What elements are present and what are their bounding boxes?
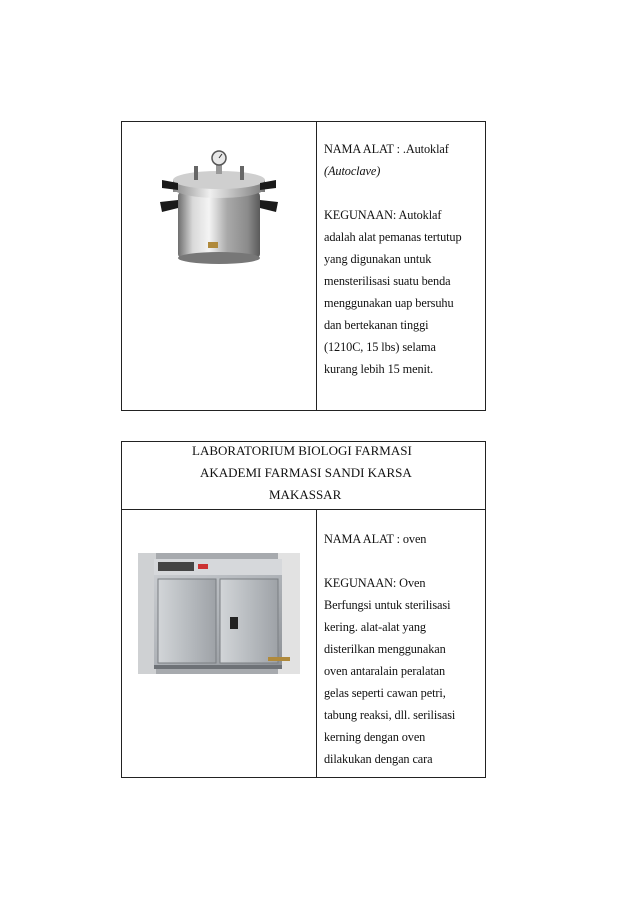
entry1-use-line: dan bertekanan tinggi [324, 318, 429, 332]
entry2-name-line: NAMA ALAT : oven [324, 532, 427, 546]
entry1-use-line: adalah alat pemanas tertutup [324, 230, 462, 244]
column-divider [316, 509, 317, 778]
entry1-text [324, 138, 462, 380]
entry1-use-line: menggunakan uap bersuhu [324, 296, 454, 310]
entry2-use-line: Berfungsi untuk sterilisasi [324, 598, 451, 612]
entry1-name-line: NAMA ALAT : .Autoklaf [324, 142, 449, 156]
entry2-use-line: disterilkan menggunakan [324, 642, 446, 656]
entry2-use-line: KEGUNAAN: Oven [324, 576, 426, 590]
lab-header-line1: LABORATORIUM BIOLOGI FARMASI [192, 443, 412, 458]
entry1-use-line: yang digunakan untuk [324, 252, 432, 266]
header-divider [121, 509, 486, 510]
lab-header-line2: AKADEMI FARMASI SANDI KARSA [200, 465, 412, 480]
entry1-use-line: kurang lebih 15 menit. [324, 362, 434, 376]
entry2-use-line: kerning dengan oven [324, 730, 426, 744]
entry2-use-line: tabung reaksi, dll. serilisasi [324, 708, 456, 722]
entry2-use-line: dilakukan dengan cara [324, 752, 433, 766]
column-divider [316, 121, 317, 411]
lab-header [192, 440, 412, 506]
entry2-use-line: gelas seperti cawan petri, [324, 686, 446, 700]
entry1-use-line: mensterilisasi suatu benda [324, 274, 451, 288]
entry2-use-line: kering. alat-alat yang [324, 620, 426, 634]
entry1-use-line: KEGUNAAN: Autoklaf [324, 208, 442, 222]
entry2-use-line: oven antaralain peralatan [324, 664, 446, 678]
autoclave-photo [158, 150, 280, 268]
entry1-name-alt: (Autoclave) [324, 164, 381, 178]
entry2-text [324, 528, 455, 770]
lab-header-line3: MAKASSAR [269, 487, 342, 502]
oven-photo [138, 553, 300, 674]
entry1-use-line: (1210C, 15 lbs) selama [324, 340, 436, 354]
